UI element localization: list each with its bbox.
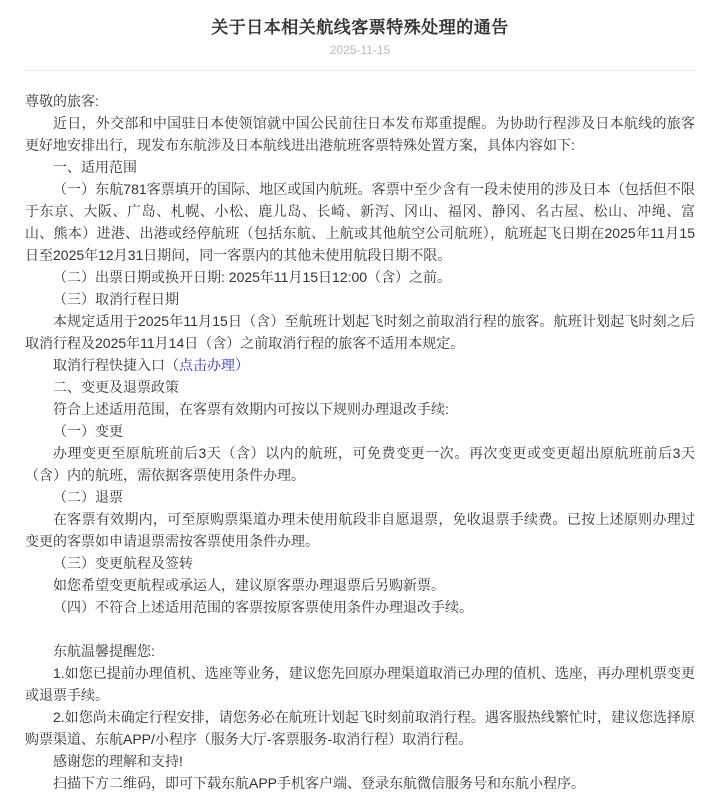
cancel-shortcut-line: 取消行程快捷入口（点击办理）	[53, 357, 249, 373]
change-heading: （一）变更	[53, 423, 123, 439]
reminder-2: 2.如您尚未确定行程安排，请您务必在航班计划起飞时刻前取消行程。遇客服热线繁忙时，建议您选择原购票渠道、东航APP/小程序（服务大厅-客票服务-取消行程）取消行程。	[25, 709, 695, 747]
reroute-heading: （三）变更航程及签转	[53, 555, 193, 571]
section-2-heading: 二、变更及退票政策	[53, 379, 179, 395]
refund-heading: （二）退票	[53, 489, 123, 505]
intro-paragraph: 近日，外交部和中国驻日本使领馆就中国公民前往日本发布郑重提醒。为协助行程涉及日本航线的旅客更好地安排出行，现发布东航涉及日本航线进出港航班客票特殊处置方案，具体内容如下:	[25, 115, 695, 153]
reminder-heading: 东航温馨提醒您:	[53, 643, 155, 659]
policy-intro: 符合上述适用范围，在客票有效期内可按以下规则办理退改手续:	[53, 401, 449, 417]
reroute-body: 如您希望变更航程或承运人，建议原客票办理退票后另购新票。	[53, 577, 445, 593]
refund-body: 在客票有效期内，可至原购票渠道办理未使用航段非自愿退票，免收退票手续费。已按上述原则办理过变更的客票如申请退票需按客票使用条件办理。	[25, 511, 695, 549]
section-1-heading: 一、适用范围	[53, 159, 137, 175]
reminder-1: 1.如您已提前办理值机、选座等业务，建议您先回原办理渠道取消已办理的值机、选座，再办理机票变更或退票手续。	[25, 665, 695, 703]
notice-body	[25, 90, 695, 794]
link-closing-paren: ）	[235, 357, 249, 373]
header-divider	[25, 70, 695, 71]
scope-item-2: （二）出票日期或换开日期: 2025年11月15日12:00（含）之前。	[53, 269, 452, 285]
qr-note: 扫描下方二维码，即可下载东航APP手机客户端、登录东航微信服务号和东航小程序。	[53, 775, 586, 791]
page-title: 关于日本相关航线客票特殊处理的通告	[211, 18, 509, 37]
spacer	[25, 618, 695, 640]
click-to-process-link[interactable]: 点击办理	[179, 357, 235, 373]
notice-date: 2025-11-15	[329, 43, 391, 57]
scope-item-1: （一）东航781客票填开的国际、地区或国内航班。客票中至少含有一段未使用的涉及日本（包括但不限于东京、大阪、广岛、札幌、小松、鹿儿岛、长崎、新泻、冈山、福冈、静冈、名古屋、松山、冲绳、富山、熊本）进港、出港或经停航班（包括东航、上航或其他航空公司航班），航班起飞日期在2025年11月15日至2025年12月31日期间，同一客票内的其他未使用航段日期不限。	[25, 181, 695, 263]
change-body: 办理变更至原航班前后3天（含）以内的航班，可免费变更一次。再次变更或变更超出原航班前后3天（含）内的航班，需依据客票使用条件办理。	[25, 445, 695, 483]
scope-item-3-body: 本规定适用于2025年11月15日（含）至航班计划起飞时刻之前取消行程的旅客。航班计划起飞时刻之后取消行程及2025年11月14日（含）之前取消行程的旅客不适用本规定。	[25, 313, 695, 351]
salutation: 尊敬的旅客:	[25, 93, 99, 109]
other-tickets: （四）不符合上述适用范围的客票按原客票使用条件办理退改手续。	[53, 599, 473, 615]
scope-item-3-heading: （三）取消行程日期	[53, 291, 179, 307]
thanks-line: 感谢您的理解和支持!	[53, 753, 183, 769]
